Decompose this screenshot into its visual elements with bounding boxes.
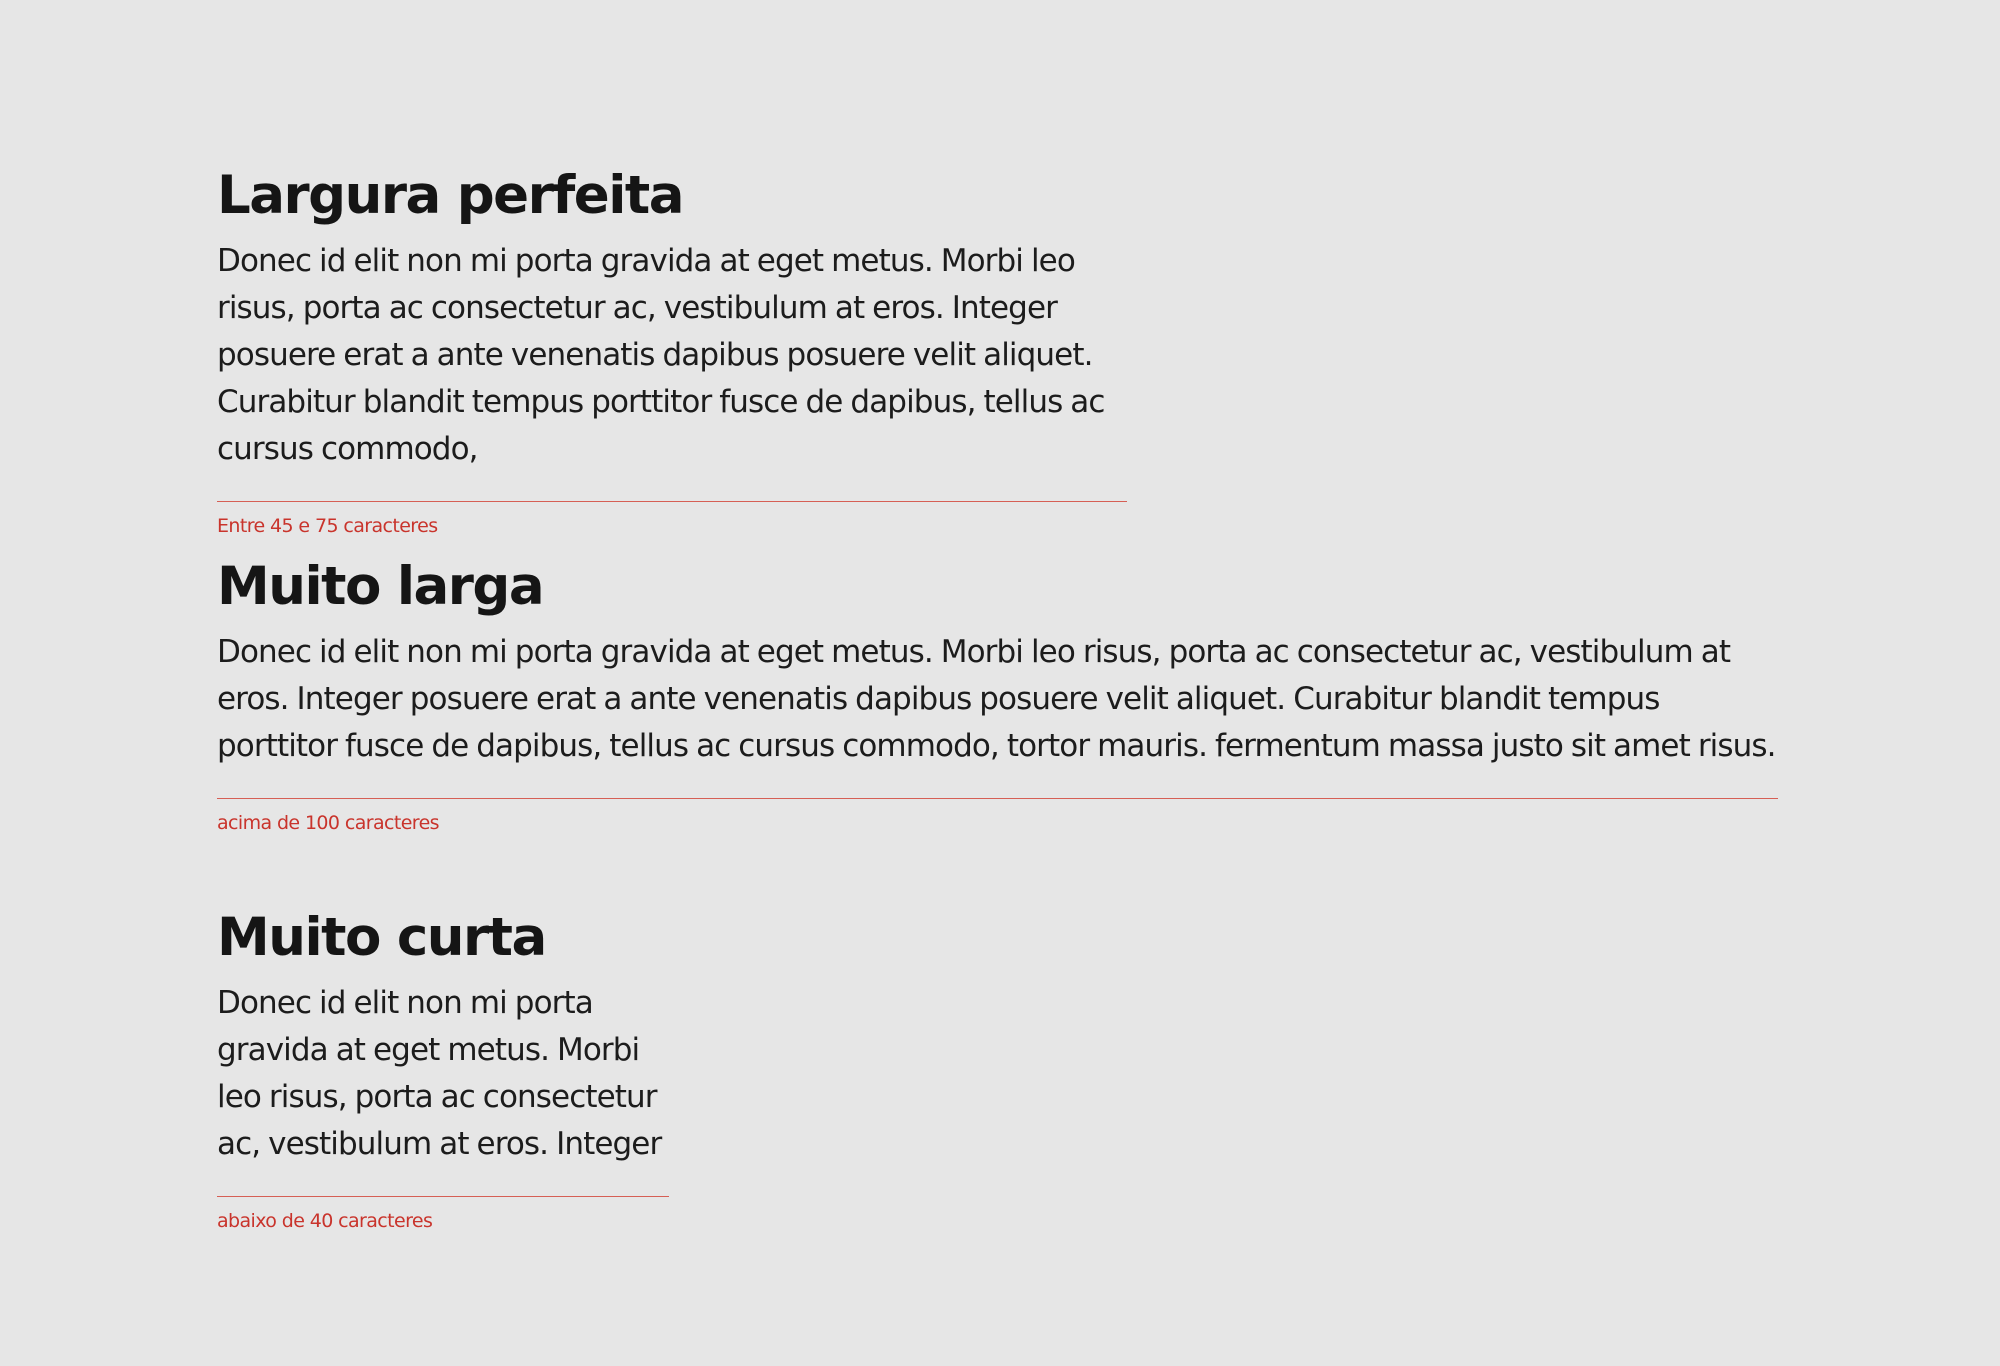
width-note: acima de 100 caracteres	[217, 812, 439, 834]
section-perfect-width	[217, 164, 1127, 538]
section-title: Muito larga	[217, 556, 544, 617]
section-paragraph: Donec id elit non mi porta gravida at eget metus. Morbi leo risus, porta ac consectetur ac, vestibulum at eros. Integer posuere erat a ante venenatis dapibus posuere velit aliquet. Curabitur blandit tempus porttitor fusce de dapibus, tellus ac cursus commodo, tortor mauris. fermentum massa justo sit amet risus.	[217, 634, 1776, 764]
width-note: Entre 45 e 75 caracteres	[217, 515, 438, 537]
section-paragraph: Donec id elit non mi porta gravida at eget metus. Morbi leo risus, porta ac consectetur ac, vestibulum at eros. Integer posuere erat a ante venenatis dapibus posuere velit aliquet. Curabitur blandit tempus porttitor fusce de dapibus, tellus ac cursus commodo,	[217, 243, 1105, 467]
section-too-wide	[217, 555, 1778, 835]
width-rule	[217, 1196, 669, 1197]
section-too-short	[217, 906, 669, 1233]
width-note: abaixo de 40 caracteres	[217, 1210, 433, 1232]
section-paragraph: Donec id elit non mi porta gravida at eget metus. Morbi leo risus, porta ac consectetur ac, vestibulum at eros. Integer	[217, 985, 662, 1162]
width-rule	[217, 798, 1778, 799]
section-title: Largura perfeita	[217, 165, 683, 226]
section-title: Muito curta	[217, 907, 546, 968]
width-rule	[217, 501, 1127, 502]
